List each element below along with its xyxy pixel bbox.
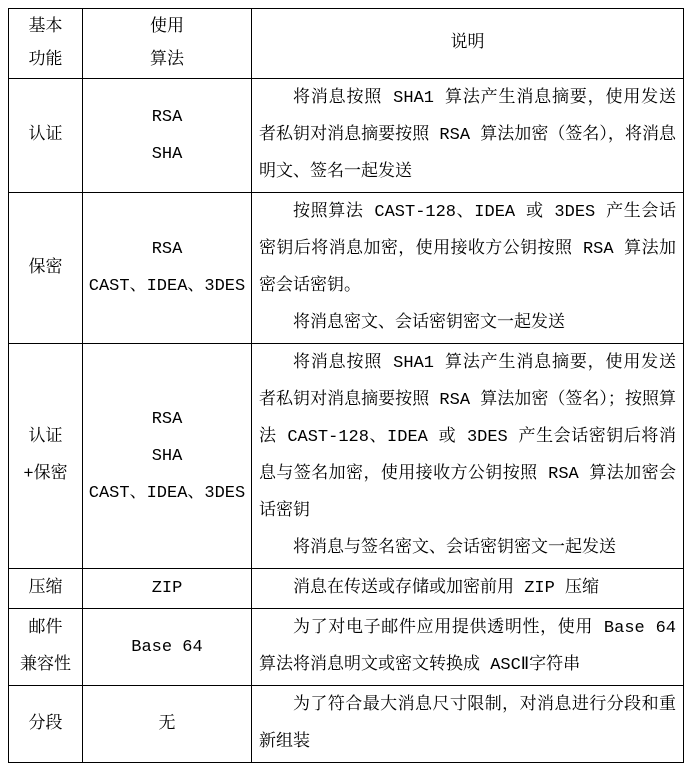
- description-cell: [252, 193, 684, 344]
- description-cell: [252, 686, 684, 763]
- description-cell: [252, 569, 684, 609]
- algorithm-line: RSA: [151, 240, 183, 259]
- pgp-functions-table: [8, 8, 684, 763]
- function-cell: [9, 686, 83, 763]
- algorithm-cell: [83, 609, 252, 686]
- algorithm-line: SHA: [151, 446, 183, 466]
- table-row: [9, 193, 684, 344]
- table-body: [9, 79, 684, 763]
- function-line: 压缩: [28, 579, 63, 598]
- table-row: [9, 686, 684, 763]
- table-row: [9, 344, 684, 569]
- description-paragraph: 将消息密文、会话密钥密文一起发送: [293, 314, 565, 333]
- algorithm-line: 无: [158, 714, 176, 734]
- description-paragraph: 将消息按照 SHA1 算法产生消息摘要，使用发送者私钥对消息摘要按照 RSA 算法加密（签名），将消息明文、签名一起发送: [259, 89, 676, 182]
- algorithm-line: CAST、IDEA、3DES: [88, 483, 246, 503]
- algorithm-cell: [83, 79, 252, 193]
- header-algorithm: [83, 9, 252, 79]
- algorithm-cell: [83, 193, 252, 344]
- algorithm-line: ZIP: [151, 579, 183, 598]
- table-row: [9, 79, 684, 193]
- description-paragraph: 将消息与签名密文、会话密钥密文一起发送: [293, 539, 616, 558]
- function-line: 认证: [28, 126, 63, 145]
- algorithm-line: Base 64: [131, 637, 203, 657]
- description-cell: [252, 79, 684, 193]
- description-cell: [252, 609, 684, 686]
- algorithm-line: SHA: [151, 144, 183, 164]
- function-line: 兼容性: [20, 656, 71, 675]
- table-row: [9, 569, 684, 609]
- table-row: [9, 609, 684, 686]
- algorithm-cell: [83, 569, 252, 609]
- function-cell: [9, 569, 83, 609]
- description-cell: [252, 344, 684, 569]
- header-basic-function: [9, 9, 83, 79]
- algorithm-line: RSA: [151, 107, 183, 127]
- algorithm-line: CAST、IDEA、3DES: [88, 277, 246, 296]
- header-basic-function-line1: 基本: [28, 17, 63, 37]
- algorithm-cell: [83, 686, 252, 763]
- function-line: 认证: [28, 428, 63, 447]
- function-line: 保密: [28, 258, 63, 278]
- header-algorithm-line2: 算法: [150, 50, 184, 70]
- description-paragraph: 为了符合最大消息尺寸限制，对消息进行分段和重新组装: [259, 696, 676, 752]
- description-paragraph: 消息在传送或存储或加密前用 ZIP 压缩: [293, 579, 600, 598]
- function-cell: [9, 609, 83, 686]
- header-basic-function-line2: 功能: [28, 50, 63, 70]
- header-description-label: 说明: [450, 34, 485, 53]
- function-cell: [9, 79, 83, 193]
- function-cell: [9, 344, 83, 569]
- description-paragraph: 将消息按照 SHA1 算法产生消息摘要，使用发送者私钥对消息摘要按照 RSA 算法加密（签名）；按照算法 CAST-128、IDEA 或 3DES 产生会话密钥后将消息与签名加密，使用接收方公钥按照 RSA 算法加密会话密钥: [259, 354, 676, 521]
- header-algorithm-line1: 使用: [150, 17, 184, 37]
- algorithm-cell: [83, 344, 252, 569]
- algorithm-line: RSA: [151, 409, 183, 429]
- description-paragraph: 按照算法 CAST-128、IDEA 或 3DES 产生会话密钥后将消息加密，使用接收方公钥按照 RSA 算法加密会话密钥。: [259, 203, 676, 296]
- header-description: [252, 9, 684, 79]
- function-line: +保密: [23, 465, 68, 484]
- function-cell: [9, 193, 83, 344]
- description-paragraph: 为了对电子邮件应用提供透明性，使用 Base 64 算法将消息明文或密文转换成 ASCⅡ字符串: [259, 619, 676, 675]
- function-line: 分段: [28, 714, 63, 734]
- header-row: [9, 9, 684, 79]
- function-line: 邮件: [28, 619, 63, 638]
